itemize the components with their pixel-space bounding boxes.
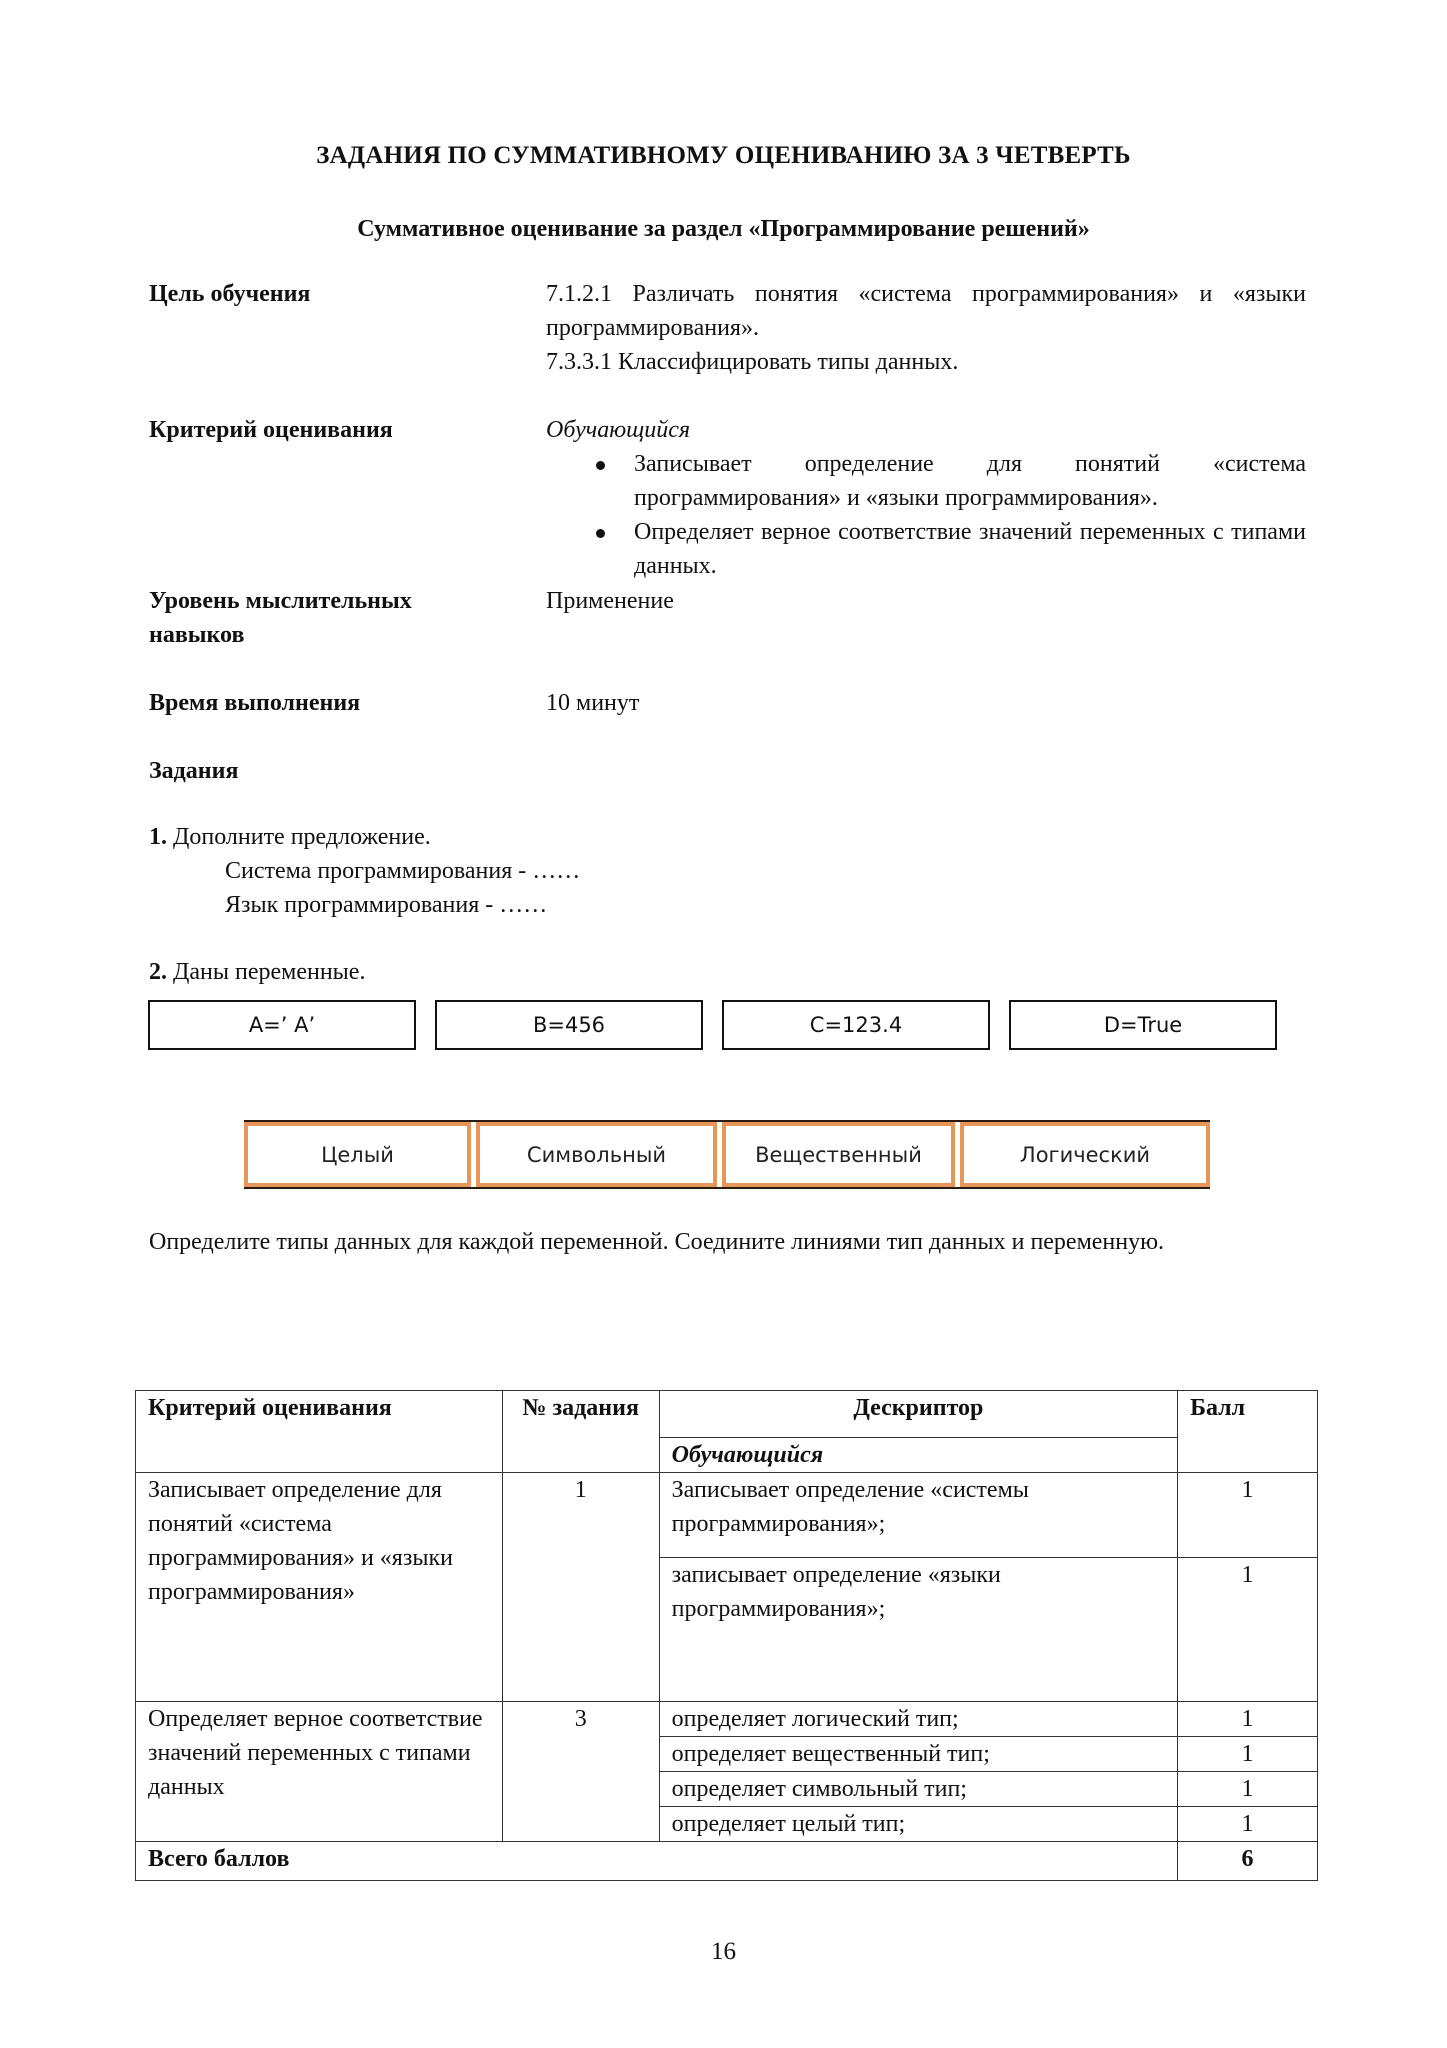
- criterion-bullet: Определяет верное соответствие значений переменных с типами данных.: [546, 515, 1306, 583]
- header-descriptor: Дескриптор: [659, 1391, 1177, 1438]
- criterion-label: Критерий оценивания: [149, 417, 393, 443]
- descriptor-cell: определяет вещественный тип;: [659, 1737, 1177, 1772]
- bullet-icon: [596, 529, 605, 538]
- descriptor-cell: определяет логический тип;: [659, 1702, 1177, 1737]
- page-title: ЗАДАНИЯ ПО СУММАТИВНОМУ ОЦЕНИВАНИЮ ЗА 3 ЧЕТВЕРТЬ: [316, 142, 1131, 169]
- level-value: Применение: [546, 588, 674, 614]
- task-2-instruction: Определите типы данных для каждой переменной. Соедините линиями тип данных и переменную.: [149, 1229, 1165, 1255]
- criterion-value: [546, 413, 1306, 583]
- criterion-cell: Определяет верное соответствие значений переменных с типами данных: [136, 1702, 503, 1842]
- table-row: [136, 1702, 1318, 1737]
- header-score: Балл: [1178, 1391, 1318, 1473]
- total-value: 6: [1178, 1842, 1318, 1881]
- time-label: Время выполнения: [149, 690, 361, 716]
- variable-box-c: C=123.4: [722, 1000, 990, 1050]
- variable-box-a: A=’ A’: [148, 1000, 416, 1050]
- page-number: 16: [711, 1938, 736, 1965]
- level-label: Уровень мыслительных навыков: [149, 588, 412, 648]
- header-criterion: Критерий оценивания: [136, 1391, 503, 1473]
- score-cell: 1: [1178, 1702, 1318, 1737]
- task-1-line-2: Язык программирования - ……: [225, 892, 548, 918]
- rubric-table: [135, 1390, 1318, 1881]
- data-type-bar: [244, 1120, 1210, 1189]
- goal-value: [546, 277, 1306, 379]
- table-row: [136, 1473, 1318, 1558]
- descriptor-cell: определяет символьный тип;: [659, 1772, 1177, 1807]
- task-1: [149, 820, 580, 922]
- task-1-line-1: Система программирования - ……: [225, 858, 581, 884]
- task-no-cell: 3: [502, 1702, 659, 1842]
- score-cell: 1: [1178, 1473, 1318, 1558]
- variable-box-b: B=456: [435, 1000, 703, 1050]
- table-header-row: [136, 1391, 1318, 1438]
- goal-line-2: 7.3.3.1 Классифицировать типы данных.: [546, 349, 959, 375]
- header-task-no: № задания: [502, 1391, 659, 1473]
- score-cell: 1: [1178, 1807, 1318, 1842]
- variable-box-d: D=True: [1009, 1000, 1277, 1050]
- total-row: [136, 1842, 1318, 1881]
- score-cell: 1: [1178, 1737, 1318, 1772]
- task-1-number: 1.: [149, 824, 167, 850]
- criterion-intro: Обучающийся: [546, 417, 691, 443]
- type-box-boolean: Логический: [960, 1122, 1210, 1187]
- criterion-cell: Записывает определение для понятий «система программирования» и «языки программирования»: [136, 1473, 503, 1702]
- bullet-icon: [596, 461, 605, 470]
- descriptor-cell: записывает определение «языки программирования»;: [659, 1558, 1177, 1702]
- task-2: [149, 955, 365, 989]
- section-subtitle: Суммативное оценивание за раздел «Программирование решений»: [357, 216, 1090, 242]
- criterion-bullet: Записывает определение для понятий «система программирования» и «языки программирования».: [546, 447, 1306, 515]
- task-2-text: Даны переменные.: [173, 959, 366, 985]
- type-box-char: Символьный: [476, 1122, 717, 1187]
- descriptor-cell: Записывает определение «системы программирования»;: [659, 1473, 1177, 1558]
- criterion-bullet-list: [546, 447, 1306, 583]
- type-box-integer: Целый: [244, 1122, 471, 1187]
- task-no-cell: 1: [502, 1473, 659, 1702]
- score-cell: 1: [1178, 1772, 1318, 1807]
- tasks-heading: Задания: [149, 758, 239, 784]
- time-value: 10 минут: [546, 690, 640, 716]
- header-descriptor-sub: Обучающийся: [659, 1438, 1177, 1473]
- type-box-real: Вещественный: [722, 1122, 955, 1187]
- goal-label: Цель обучения: [149, 281, 311, 307]
- descriptor-cell: определяет целый тип;: [659, 1807, 1177, 1842]
- task-1-text: Дополните предложение.: [173, 824, 431, 850]
- goal-line-1: 7.1.2.1 Различать понятия «система программирования» и «языки программирования».: [546, 281, 1306, 341]
- score-cell: 1: [1178, 1558, 1318, 1702]
- total-label: Всего баллов: [136, 1842, 1178, 1881]
- task-2-number: 2.: [149, 959, 167, 985]
